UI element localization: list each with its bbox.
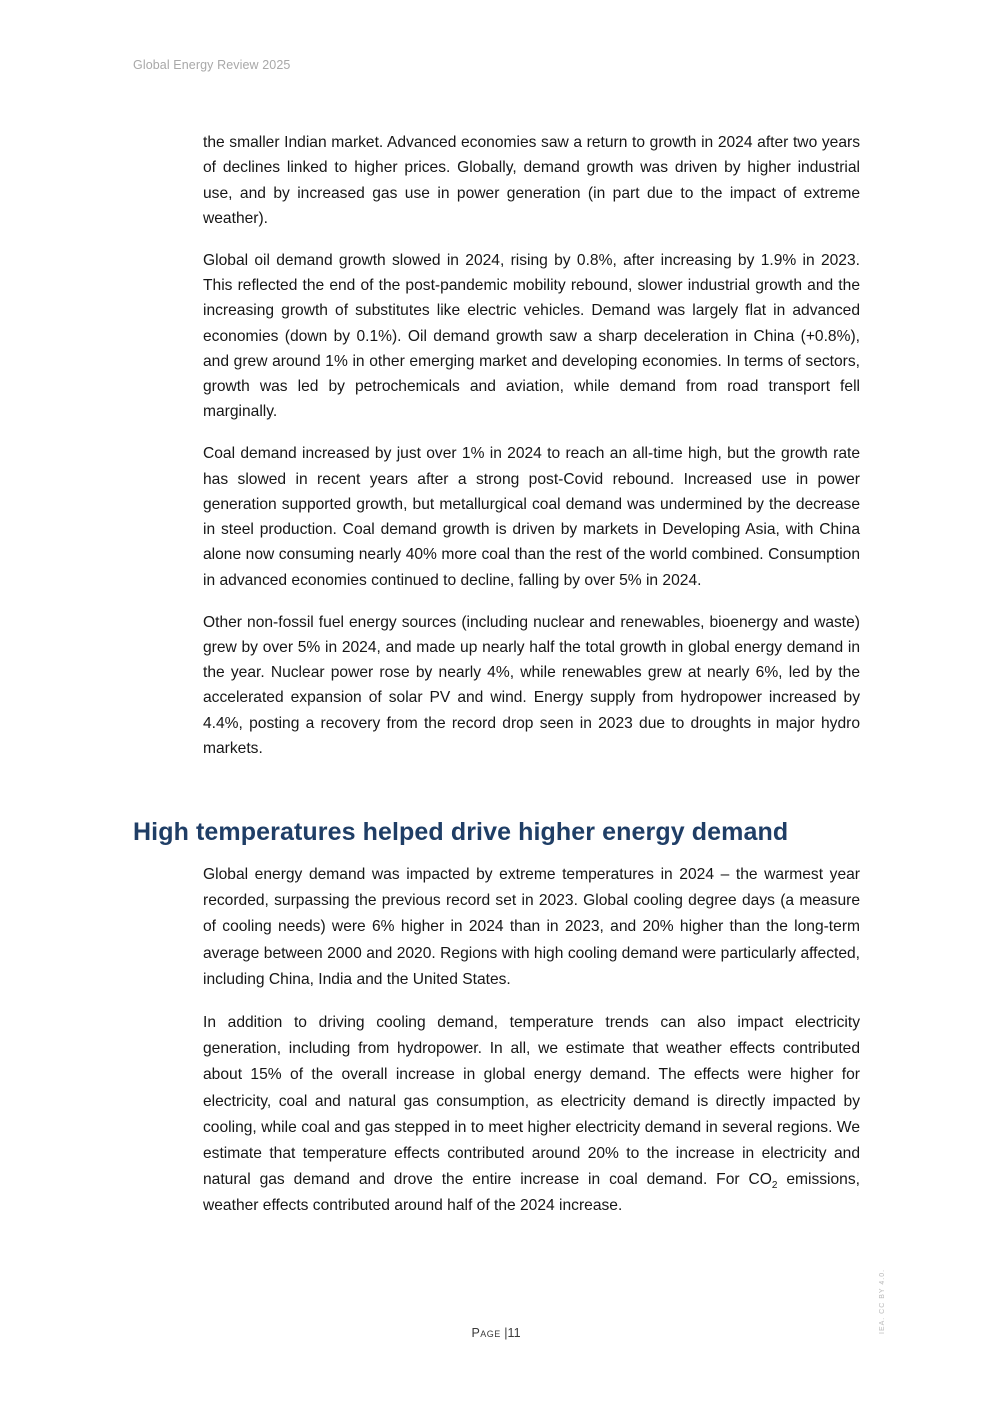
- running-header: Global Energy Review 2025: [133, 58, 291, 72]
- paragraph-extreme-temperatures: Global energy demand was impacted by extreme temperatures in 2024 – the warmest year recorded, surpassing the previous record set in 2023. Global cooling degree days (a measure of cooling needs) were 6% higher in 2024 than in 2023, and 20% higher than the long-term average between 2000 and 2020. Regions with high cooling demand were particularly affected, including China, India and the United States.: [203, 866, 860, 988]
- co2-formula: [748, 1171, 778, 1192]
- page-separator: |: [504, 1326, 508, 1340]
- weather-effects-text-end: emissions, weather effects contributed around half of the 2024 increase.: [203, 1171, 860, 1215]
- page-label: Page: [471, 1326, 501, 1340]
- body-text-section-1: [203, 130, 860, 761]
- paragraph-oil-demand: Global oil demand growth slowed in 2024, rising by 0.8%, after increasing by 1.9% in 2023. This reflected the end of the post-pandemic mobility rebound, slower industrial growth and the increasing growth of substitutes like electric vehicles. Demand was largely flat in advanced economies (down by 0.1%). Oil demand growth saw a sharp deceleration in China (+0.8%), and grew around 1% in other emerging market and developing economies. In terms of sectors, growth was led by petrochemicals and aviation, while demand from road transport fell marginally.: [203, 251, 860, 421]
- license-mark: IEA. CC BY 4.0.: [879, 1268, 886, 1334]
- co2-formula-base: CO: [748, 1171, 772, 1189]
- paragraph-weather-effects: [203, 1010, 860, 1220]
- paragraph-gas-demand: the smaller Indian market. Advanced economies saw a return to growth in 2024 after two years of declines linked to higher prices. Globally, demand growth was driven by higher industrial use, and by increased gas use in power generation (in part due to the impact of extreme weather).: [203, 134, 860, 227]
- page-footer: [0, 1326, 992, 1340]
- body-text-section-2: [203, 862, 860, 1220]
- paragraph-coal-demand: Coal demand increased by just over 1% in 2024 to reach an all-time high, but the growth rate has slowed in recent years after a strong post-Covid rebound. Increased use in power generation supported growth, but metallurgical coal demand was undermined by the decrease in steel production. Coal demand growth is driven by markets in Developing Asia, with China alone now consuming nearly 40% more coal than the rest of the world combined. Consumption in advanced economies continued to decline, falling by over 5% in 2024.: [203, 445, 860, 589]
- paragraph-non-fossil: Other non-fossil fuel energy sources (including nuclear and renewables, bioenergy and waste) grew by over 5% in 2024, and made up nearly half the total growth in global energy demand in the year. Nuclear power rose by nearly 4%, while renewables grew at nearly 6%, led by the accelerated expansion of solar PV and wind. Energy supply from hydropower increased by 4.4%, posting a recovery from the record drop seen in 2023 due to droughts in major hydro markets.: [203, 613, 860, 758]
- section-heading: High temperatures helped drive higher energy demand: [133, 818, 789, 846]
- page-number: 11: [507, 1326, 521, 1340]
- co2-formula-subscript: 2: [771, 1180, 778, 1192]
- weather-effects-text: In addition to driving cooling demand, temperature trends can also impact electricity generation, including from hydropower. In all, we estimate that weather effects contributed about 15% of the overall increase in global energy demand. The effects were higher for electricity, coal and natural gas consumption, as electricity demand is directly impacted by cooling, while coal and gas stepped in to meet higher electricity demand in several regions. We estimate that temperature effects contributed around 20% to the increase in electricity and natural gas demand and drove the entire increase in coal demand. For: [203, 1014, 860, 1189]
